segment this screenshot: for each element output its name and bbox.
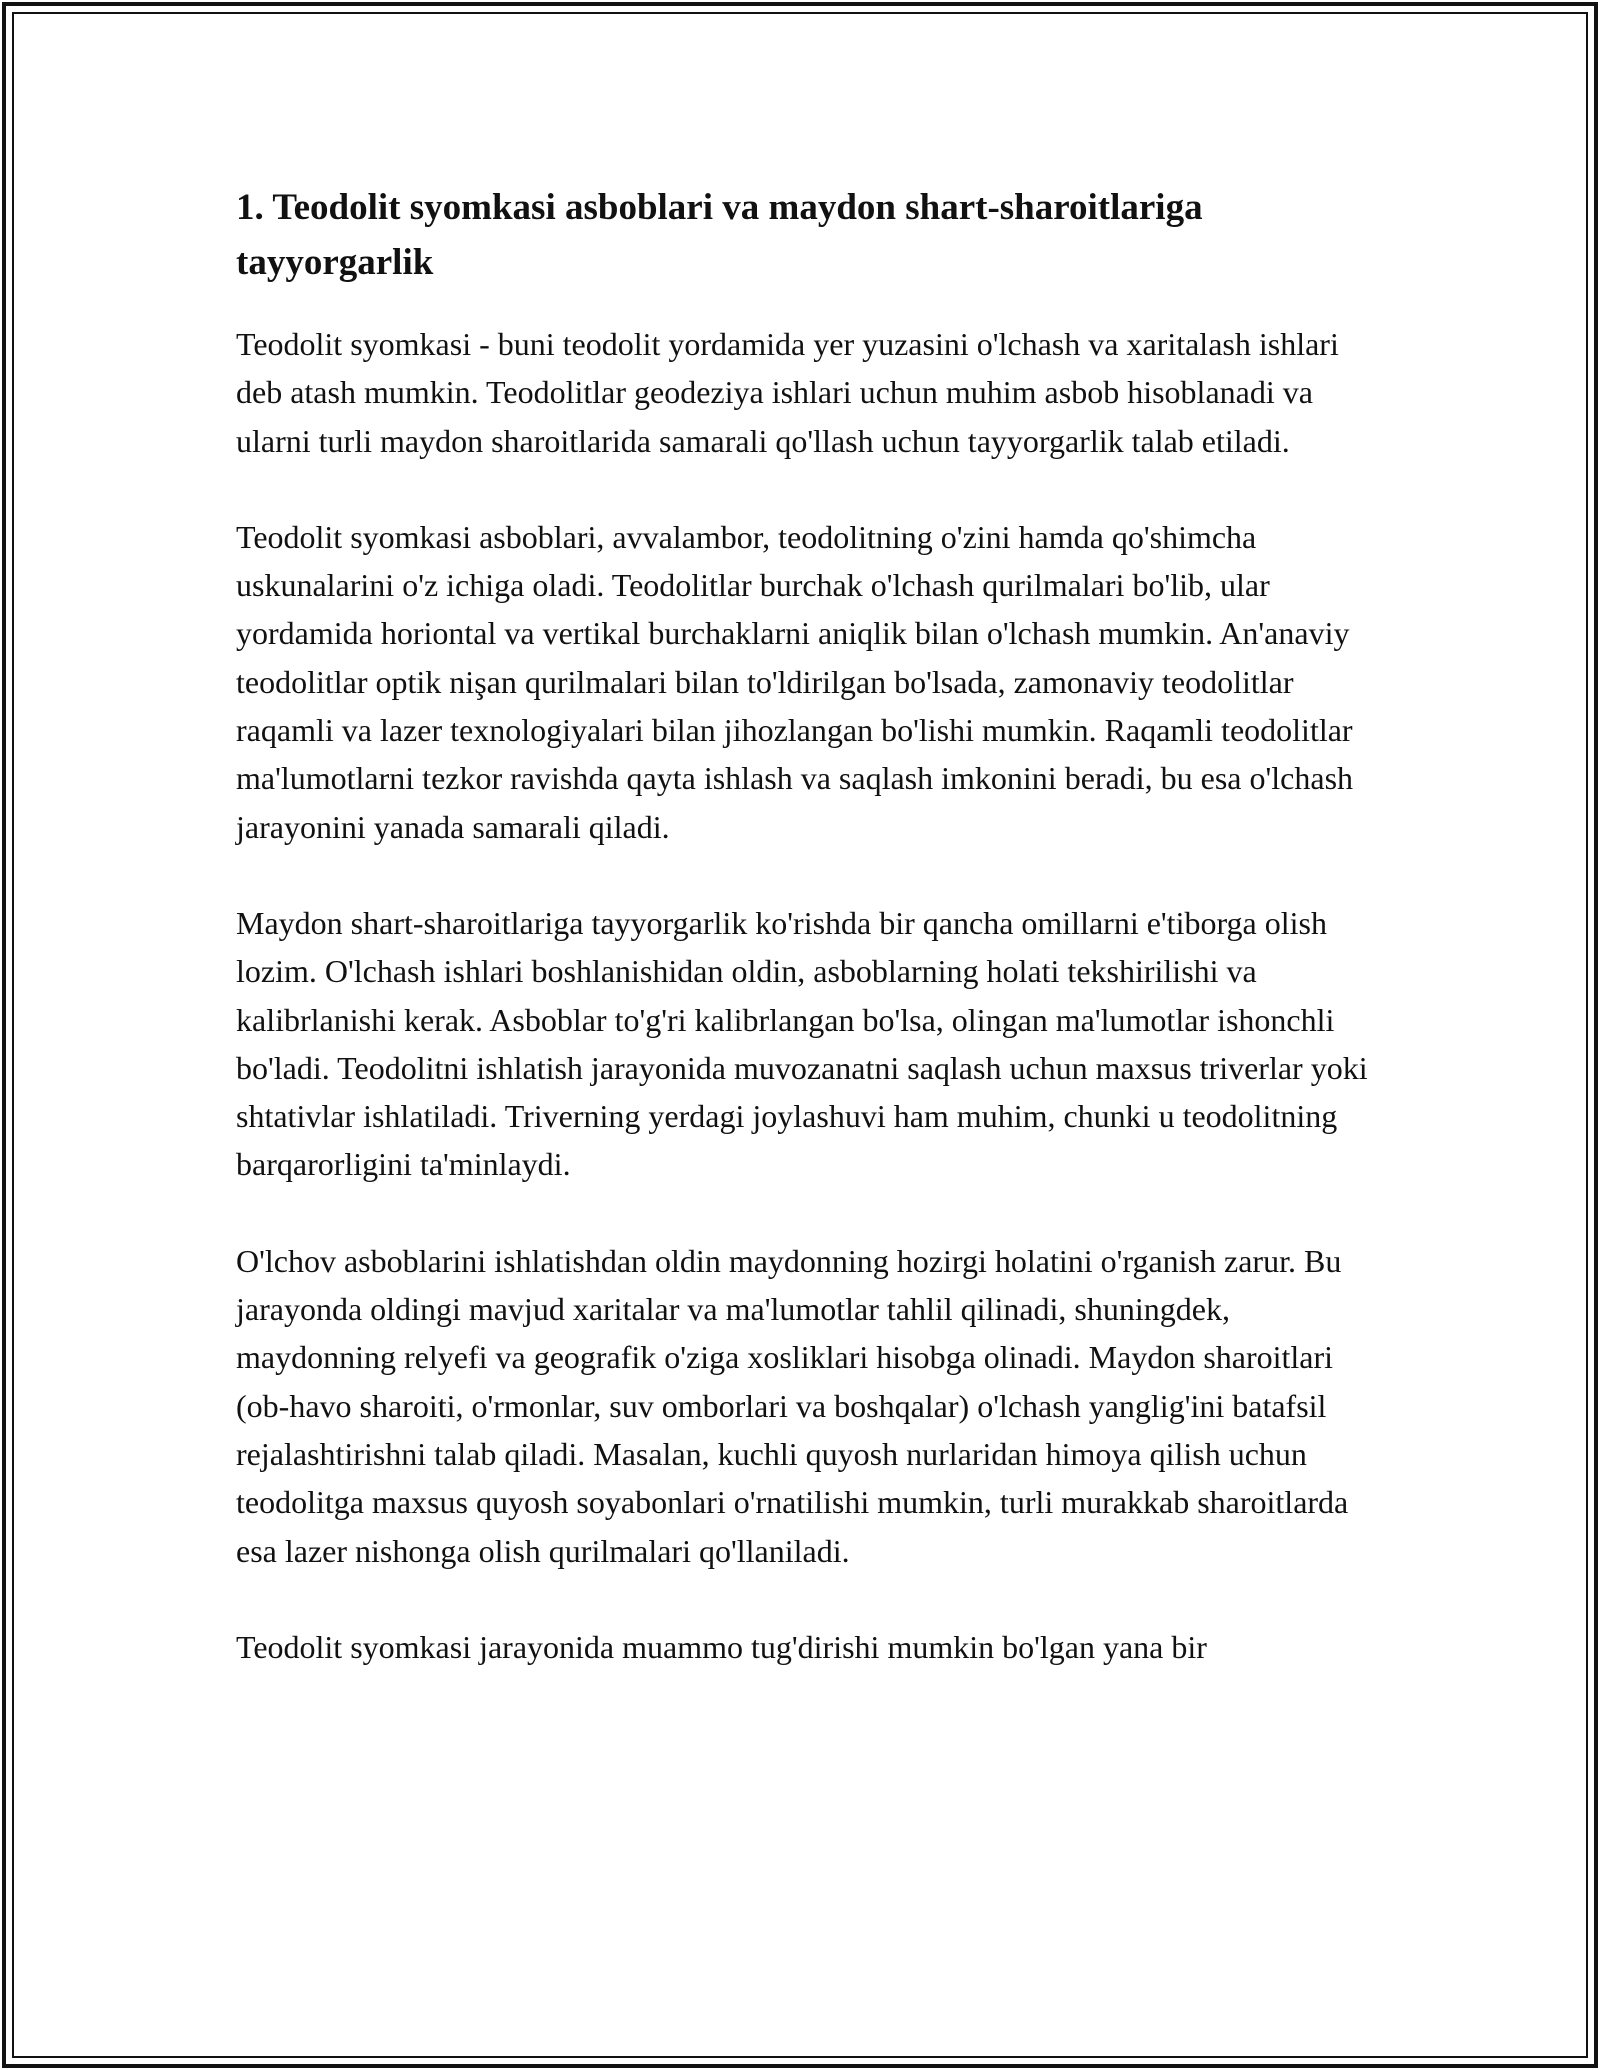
paragraph-1: Teodolit syomkasi - buni teodolit yordamida yer yuzasini o'lchash va xaritalash ishlari deb atash mumkin. Teodolitlar geodeziya ishlari uchun muhim asbob hisoblanadi va ularni turli maydon sharoitlarida samarali qo'llash uchun tayyorgarlik talab etiladi. bbox=[236, 326, 1339, 459]
paragraph-2: Teodolit syomkasi asboblari, avvalambor, teodolitning o'zini hamda qo'shimcha uskunalarini o'z ichiga oladi. Teodolitlar burchak o'lchash qurilmalari bo'lib, ular yordamida horiontal va vertikal burchaklarni aniqlik bilan o'lchash mumkin. An'anaviy teodolitlar optik nişan qurilmalari bilan to'ldirilgan bo'lsada, zamonaviy teodolitlar raqamli va lazer texnologiyalari bilan jihozlangan bo'lishi mumkin. Raqamli teodolitlar ma'lumotlarni tezkor ravishda qayta ishlash va saqlash imkonini beradi, bu esa o'lchash jarayonini yanada samarali qiladi. bbox=[236, 518, 1354, 845]
paragraph-4: O'lchov asboblarini ishlatishdan oldin maydonning hozirgi holatini o'rganish zarur. Bu jarayonda oldingi mavjud xaritalar va ma'lumotlar tahlil qilinadi, shuningdek, maydonning relyefi va geografik o'ziga xosliklari hisobga olinadi. Maydon sharoitlari (ob-havo sharoiti, o'rmonlar, suv omborlari va boshqalar) o'lchash yanglig'ini batafsil rejalashtirishni talab qiladi. Masalan, kuchli quyosh nurlaridan himoya qilish uchun teodolitga maxsus quyosh soyabonlari o'rnatilishi mumkin, turli murakkab sharoitlarda esa lazer nishonga olish qurilmalari qo'llaniladi. bbox=[236, 1242, 1349, 1569]
document-title: 1. Teodolit syomkasi asboblari va maydon shart-sharoitlariga tayyorgarlik bbox=[236, 187, 1203, 283]
paragraph-3: Maydon shart-sharoitlariga tayyorgarlik ko'rishda bir qancha omillarni e'tiborga olish lozim. O'lchash ishlari boshlanishidan oldin, asboblarning holati tekshirilishi va kalibrlanishi kerak. Asboblar to'g'ri kalibrlangan bo'lsa, olingan ma'lumotlar ishonchli bo'ladi. Teodolitni ishlatish jarayonida muvozanatni saqlash uchun maxsus triverlar yoki shtativlar ishlatiladi. Triverning yerdagi joylashuvi ham muhim, chunki u teodolitning barqarorligini ta'minlaydi. bbox=[236, 904, 1368, 1183]
paragraph-5: Teodolit syomkasi jarayonida muammo tug'dirishi mumkin bo'lgan yana bir bbox=[236, 1628, 1207, 1665]
document-body bbox=[236, 180, 1376, 1719]
